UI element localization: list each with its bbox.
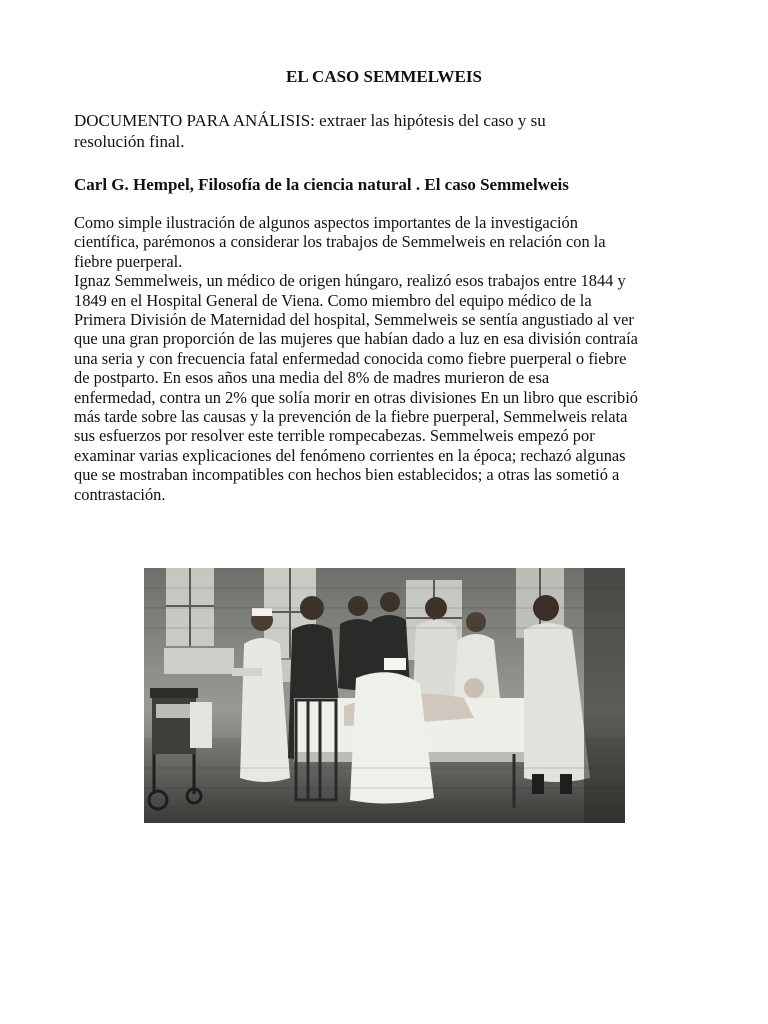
- analysis-instruction-line: resolución final.: [74, 132, 185, 151]
- document-title: EL CASO SEMMELWEIS: [286, 67, 482, 86]
- body-line: examinar varias explicaciones del fenómeno corrientes en la época; rechazó algunas: [74, 445, 626, 465]
- body-paragraph: [74, 213, 704, 504]
- analysis-instruction: [74, 110, 634, 152]
- body-line: contrastación.: [74, 484, 166, 504]
- source-heading: Carl G. Hempel, Filosofía de la ciencia natural . El caso Semmelweis: [74, 175, 569, 194]
- body-line: 1849 en el Hospital General de Viena. Como miembro del equipo médico de la: [74, 290, 592, 310]
- body-line: sus esfuerzos por resolver este terrible rompecabezas. Semmelweis empezó por: [74, 426, 595, 446]
- body-line: que una gran proporción de las mujeres que habían dado a luz en esa división contraía: [74, 329, 638, 349]
- body-line: que se mostraban incompatibles con hechos bien establecidos; a otras las sometió a: [74, 465, 620, 485]
- hospital-ward-drawing: [144, 568, 625, 823]
- hospital-ward-illustration: [144, 568, 625, 823]
- body-line: enfermedad, contra un 2% que solía morir en otras divisiones En un libro que escribió: [74, 387, 638, 407]
- body-line: Como simple ilustración de algunos aspectos importantes de la investigación: [74, 213, 578, 232]
- analysis-instruction-line: DOCUMENTO PARA ANÁLISIS: extraer las hipótesis del caso y su: [74, 111, 546, 130]
- body-line: más tarde sobre las causas y la prevención de la fiebre puerperal, Semmelweis relata: [74, 407, 628, 427]
- body-line: una seria y con frecuencia fatal enfermedad conocida como fiebre puerperal o fiebre: [74, 348, 627, 368]
- body-line: científica, parémonos a considerar los trabajos de Semmelweis en relación con la: [74, 232, 606, 252]
- body-line: Primera División de Maternidad del hospital, Semmelweis se sentía angustiado al ver: [74, 310, 634, 330]
- body-line: Ignaz Semmelweis, un médico de origen húngaro, realizó esos trabajos entre 1844 y: [74, 271, 626, 291]
- body-line: fiebre puerperal.: [74, 251, 183, 271]
- body-line: de postparto. En esos años una media del 8% de madres murieron de esa: [74, 368, 550, 388]
